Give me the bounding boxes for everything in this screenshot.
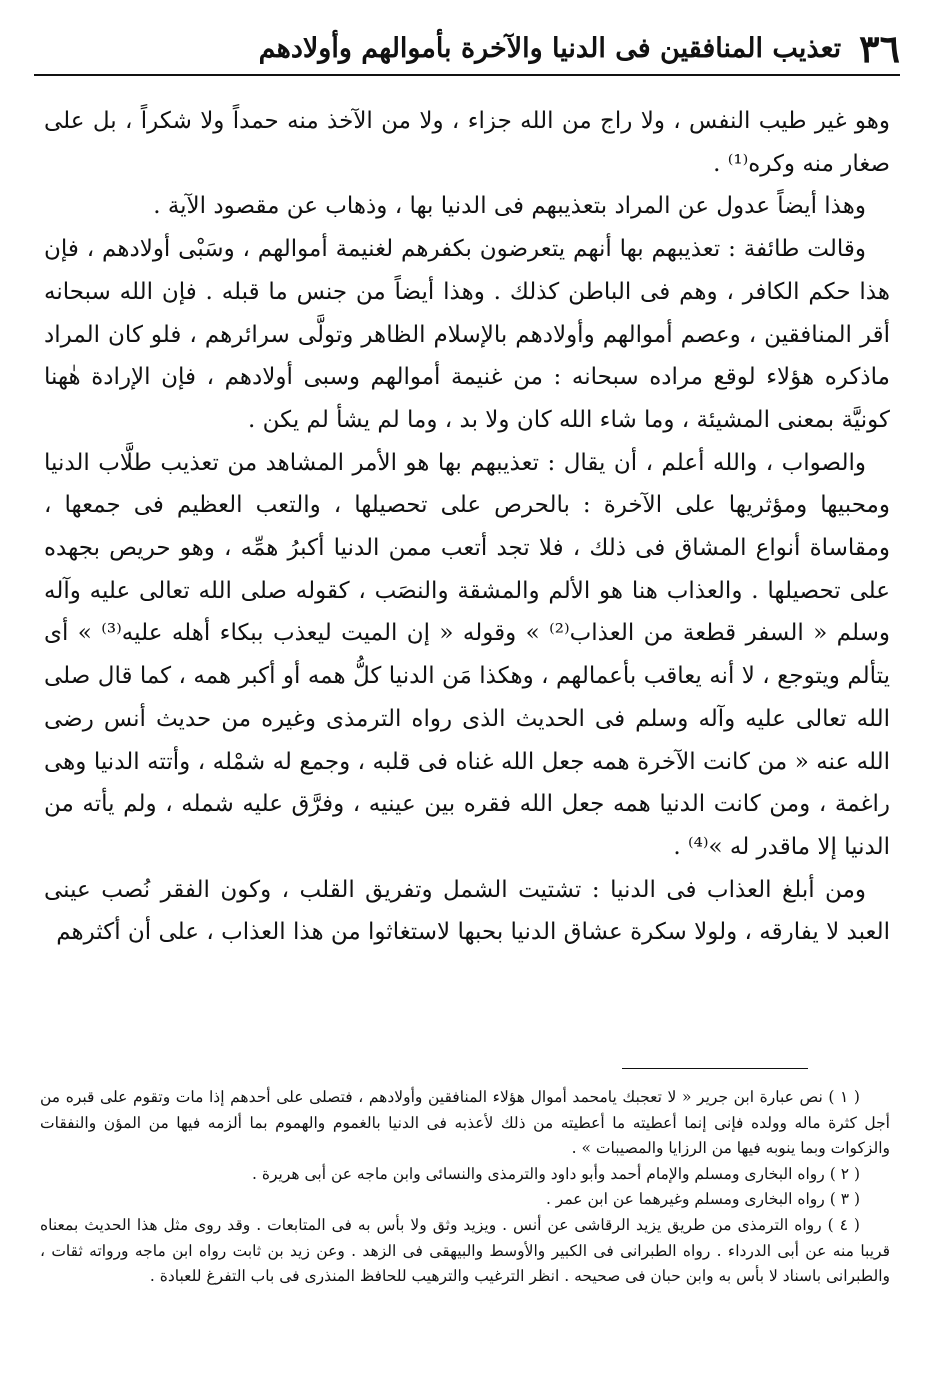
paragraph-4: والصواب ، والله أعلم ، أن يقال : تعذيبهم بها هو الأمر المشاهد من تعذيب طلَّاب الدنيا ومحبيها ومؤثريها على الآخرة : بالحرص على تحصيلها ، والتعب العظيم فى جمعها ، ومقاساة أنواع المشاق فى ذلك ، فلا تجد أتعب ممن الدنيا أكبرُ همِّه ، وهو حريص بجهده على تحصيلها . والعذاب هنا هو الألم والمشقة والنصَب ، كقوله صلى الله تعالى عليه وآله وسلم « السفر قطعة من العذاب⁽²⁾ » وقوله « إن الميت ليعذب ببكاء أهله عليه⁽³⁾ » أى يتألم ويتوجع ، لا أنه يعاقب بأعمالهم ، وهكذا مَن الدنيا كلُّ همه أو أكبر همه ، كما قال صلى الله تعالى عليه وآله وسلم فى الحديث الذى رواه الترمذى وغيره من حديث أنس رضى الله عنه « من كانت الآخرة همه جعل الله غناه فى قلبه ، وجمع له شمْله ، وأتته الدنيا وهى راغمة ، ومن كانت الدنيا همه جعل الله فقره بين عينيه ، وفرَّق عليه شمله ، ولم يأته من الدنيا إلا ماقدر له »⁽⁴⁾ . (44, 449, 890, 860)
paragraph-2: وهذا أيضاً عدول عن المراد بتعذيبهم فى الدنيا بها ، وذهاب عن مقصود الآية . (153, 193, 866, 220)
page-number: ٣٦ (859, 25, 900, 71)
paragraph-1: وهو غير طيب النفس ، ولا راج من الله جزاء ، ولا من الآخذ منه حمداً ولا شكراً ، بل على صغار منه وكره⁽¹⁾ . (44, 108, 890, 177)
footnote-4: ( ٤ ) رواه الترمذى من طريق يزيد الرقاشى عن أنس . ويزيد وثق ولا بأس به فى المتابعات . وقد روى مثل هذا الحديث بمعناه قريبا منه عن أبى الدرداء . رواه الطبرانى فى الكبير والأوسط والبيهقى فى الزهد . وعن زيد بن ثابت رواه ابن ماجه ورواته ثقات ، والطبرانى باسناد لا بأس به وابن حبان فى صحيحه . انظر الترغيب والترهيب للحافظ المنذرى فى باب التفرغ للعبادة . (40, 1215, 890, 1286)
running-title: تعذيب المنافقين فى الدنيا والآخرة بأموالهم وأولادهم (258, 32, 842, 64)
footnote-3: ( ٣ ) رواه البخارى ومسلم وغيرهما عن ابن عمر . (545, 1190, 860, 1209)
main-text (44, 100, 890, 954)
footnotes (40, 1085, 890, 1290)
footnote-2: ( ٢ ) رواه البخارى ومسلم والإمام أحمد وأبو داود والترمذى والنسائى وابن ماجه عن أبى هريرة . (252, 1164, 860, 1183)
footnote-1: ( ١ ) نص عبارة ابن جرير « لا تعجبك يامحمد أموال هؤلاء المنافقين وأولادهم ، فتصلى على أحدهم إذا مات وتقوم على قبره من أجل كثرة ماله وولده فإنى إنما أعطيته ما أعطيته من ذلك لأعذبه فى الدنيا بالغموم والهموم بما ألزمه فيها من المؤن والنفقات والزكوات وبما ينوبه فيها من الرزايا والمصيبات » . (40, 1088, 890, 1158)
page-header (34, 22, 900, 76)
paragraph-5: ومن أبلغ العذاب فى الدنيا : تشتيت الشمل وتفريق القلب ، وكون الفقر نُصب عينى العبد لا يفارقه ، ولولا سكرة عشاق الدنيا بحبها لاستغاثوا من هذا العذاب ، على أن أكثرهم (44, 876, 890, 946)
paragraph-3: وقالت طائفة : تعذيبهم بها أنهم يتعرضون بكفرهم لغنيمة أموالهم ، وسَبْى أولادهم ، فإن هذا حكم الكافر ، وهم فى الباطن كذلك . وهذا أيضاً من جنس ما قبله . فإن الله سبحانه أقر المنافقين ، وعصم أموالهم وأولادهم بالإسلام الظاهر وتولَّى سرائرهم ، فلو كان المراد ماذكره هؤلاء لوقع مراده سبحانه : من غنيمة أموالهم وسبى أولادهم ، فإن الإرادة هٰهنا كونيَّة بمعنى المشيئة ، وما شاء الله كان ولا بد ، وما لم يشأ لم يكن . (44, 236, 890, 433)
footnote-divider (622, 1068, 808, 1069)
